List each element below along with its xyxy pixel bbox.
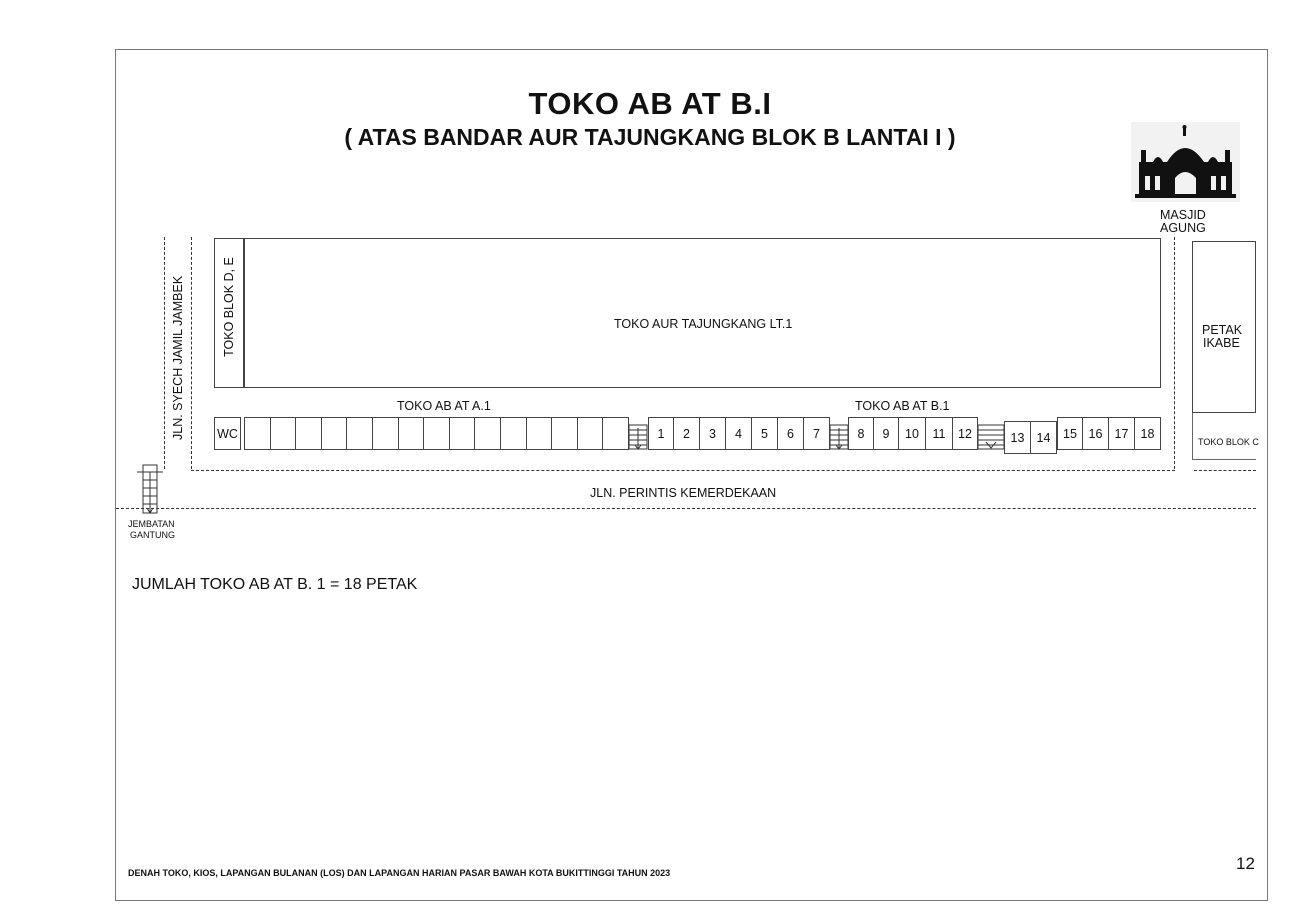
stall-10: 10 bbox=[898, 417, 926, 450]
toko-ab-a1-cell bbox=[423, 417, 450, 450]
jln-syech-line-right bbox=[191, 237, 192, 469]
stall-16: 16 bbox=[1082, 417, 1109, 450]
toko-blok-c-label: TOKO BLOK C bbox=[1198, 437, 1259, 447]
stall-12: 12 bbox=[952, 417, 978, 450]
page-subtitle: ( ATAS BANDAR AUR TAJUNGKANG BLOK B LANTAI I ) bbox=[344, 124, 956, 150]
stall-6: 6 bbox=[777, 417, 804, 450]
stall-9: 9 bbox=[873, 417, 899, 450]
right-boundary-line bbox=[1174, 237, 1175, 469]
toko-ab-a1-cell bbox=[372, 417, 399, 450]
mosque-icon bbox=[1131, 122, 1240, 202]
inner-road-line-right bbox=[1194, 470, 1256, 471]
stall-count-note: JUMLAH TOKO AB AT B. 1 = 18 PETAK bbox=[132, 576, 418, 593]
footer-text: DENAH TOKO, KIOS, LAPANGAN BULANAN (LOS) DAN LAPANGAN HARIAN PASAR BAWAH KOTA BUKITTINGGI TAHUN 2023 bbox=[128, 868, 671, 878]
toko-ab-a1-cell bbox=[449, 417, 476, 450]
toko-ab-a1-cell bbox=[346, 417, 373, 450]
stall-7: 7 bbox=[803, 417, 830, 450]
toko-aur-block bbox=[244, 238, 1161, 388]
toko-ab-a1-cell bbox=[398, 417, 425, 450]
stall-5: 5 bbox=[751, 417, 778, 450]
jln-perintis-label: JLN. PERINTIS KEMERDEKAAN bbox=[590, 486, 777, 500]
stall-14: 14 bbox=[1030, 421, 1057, 454]
page-frame bbox=[115, 49, 1268, 901]
toko-ab-a1-cell bbox=[500, 417, 527, 450]
petak-label-line1: PETAK bbox=[1202, 323, 1243, 337]
jln-syech-line-left bbox=[164, 237, 165, 469]
toko-ab-b1-label: TOKO AB AT B.1 bbox=[855, 399, 950, 413]
toko-ab-a1-cell bbox=[551, 417, 578, 450]
masjid-label-line1: MASJID bbox=[1160, 208, 1206, 222]
stall-18: 18 bbox=[1134, 417, 1161, 450]
jembatan-label-line1: JEMBATAN bbox=[128, 519, 175, 529]
toko-ab-a1-cell bbox=[295, 417, 322, 450]
jembatan-label-line2: GANTUNG bbox=[130, 530, 175, 540]
stall-13: 13 bbox=[1004, 421, 1031, 454]
stall-8: 8 bbox=[848, 417, 874, 450]
stall-1: 1 bbox=[648, 417, 674, 450]
toko-ab-a1-cell bbox=[602, 417, 629, 450]
petak-label-line2: IKABE bbox=[1203, 336, 1240, 350]
page-number: 12 bbox=[1236, 854, 1255, 873]
stall-3: 3 bbox=[699, 417, 726, 450]
stall-11: 11 bbox=[925, 417, 953, 450]
bridge-icon bbox=[137, 462, 163, 516]
stairs-icon bbox=[829, 424, 849, 450]
toko-aur-label: TOKO AUR TAJUNGKANG LT.1 bbox=[614, 317, 793, 331]
stairs-icon bbox=[628, 424, 648, 450]
toko-blok-c-edge bbox=[1192, 413, 1193, 459]
stairs-icon bbox=[977, 424, 1005, 450]
jln-syech-label: JLN. SYECH JAMIL JAMBEK bbox=[171, 275, 185, 440]
stall-4: 4 bbox=[725, 417, 752, 450]
stall-17: 17 bbox=[1108, 417, 1135, 450]
toko-ab-a1-cell bbox=[321, 417, 348, 450]
toko-blok-de-label: TOKO BLOK D, E bbox=[222, 257, 236, 357]
jln-perintis-line bbox=[116, 508, 1256, 509]
toko-ab-a1-cell bbox=[244, 417, 271, 450]
toko-ab-a1-label: TOKO AB AT A.1 bbox=[397, 399, 491, 413]
toko-ab-a1-cell bbox=[577, 417, 604, 450]
page-title: TOKO AB AT B.I bbox=[528, 86, 772, 121]
wc-cell: WC bbox=[214, 417, 241, 450]
stall-2: 2 bbox=[673, 417, 700, 450]
stall-15: 15 bbox=[1057, 417, 1083, 450]
toko-ab-a1-cell bbox=[270, 417, 297, 450]
toko-blok-c-bottom bbox=[1192, 459, 1256, 460]
toko-ab-a1-cell bbox=[474, 417, 501, 450]
inner-road-line bbox=[191, 470, 1175, 471]
masjid-label-line2: AGUNG bbox=[1160, 221, 1206, 235]
toko-ab-a1-cell bbox=[526, 417, 553, 450]
